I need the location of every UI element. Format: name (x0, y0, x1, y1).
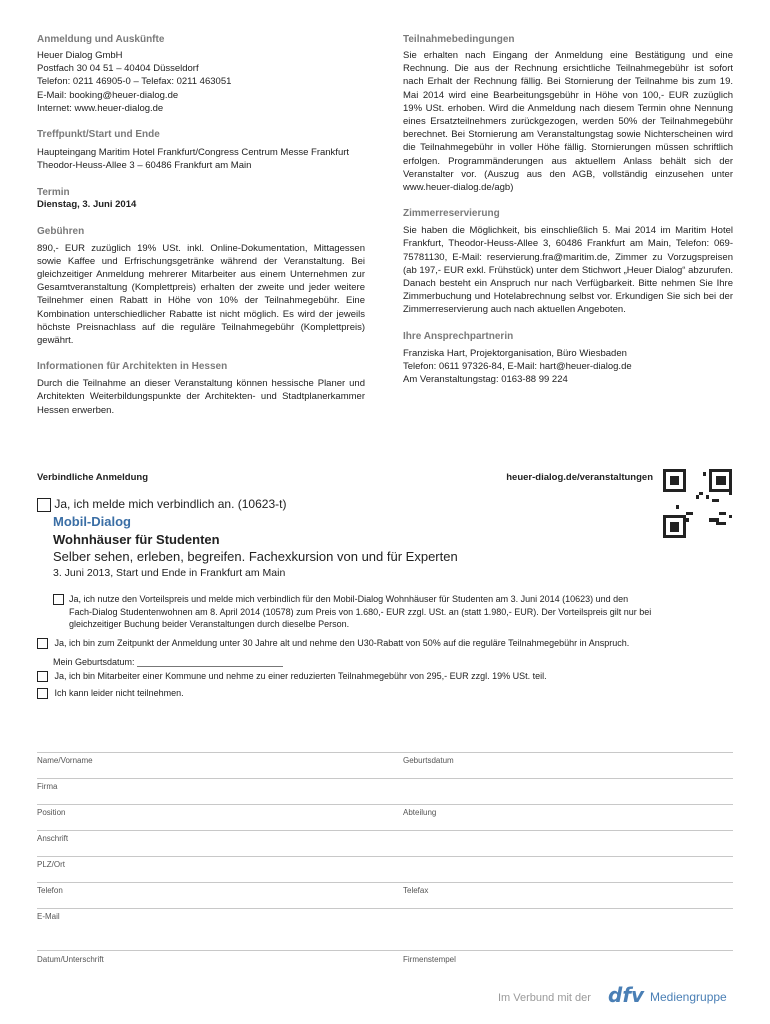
termin-value: Dienstag, 3. Juni 2014 (37, 199, 137, 211)
main-registration-checkbox[interactable] (37, 498, 51, 512)
footer-verbund: Im Verbund mit der (498, 992, 591, 1004)
registration-url[interactable]: heuer-dialog.de/veranstaltungen (506, 472, 653, 483)
telefon-field[interactable]: Telefon (37, 886, 63, 895)
vorteilspreis-checkbox[interactable] (53, 594, 64, 605)
u30-label: Ja, ich bin zum Zeitpunkt der Anmeldung unter 30 Jahre alt und nehme den U30-Rabatt von 50% auf die reguläre Teilnahmegebühr in Anspruch. (54, 638, 630, 648)
datum-unterschrift-field[interactable]: Datum/Unterschrift (37, 955, 104, 964)
firma-field[interactable]: Firma (37, 782, 58, 791)
ansprech-line: Telefon: 0611 97326-84, E-Mail: hart@heuer-dialog.de (403, 360, 632, 372)
dfv-logo: dfv (608, 983, 645, 1007)
event-title: Wohnhäuser für Studenten (53, 532, 220, 547)
treffpunkt-text (37, 146, 365, 172)
treffpunkt-line: Theodor-Heuss-Allee 3 – 60486 Frankfurt am Main (37, 160, 252, 172)
birthdate-input[interactable] (137, 657, 283, 667)
absage-checkbox[interactable] (37, 688, 48, 699)
form-rule (37, 908, 733, 909)
vorteilspreis-line: gleichzeitiger Buchung beider Veranstaltungen durch dieselbe Person. (69, 619, 350, 630)
main-registration-label: Ja, ich melde mich verbindlich an. (10623-t) (54, 497, 287, 511)
name-field[interactable]: Name/Vorname (37, 756, 93, 765)
internet-line: Internet: www.heuer-dialog.de (37, 102, 164, 114)
option-absage[interactable] (37, 688, 184, 699)
form-rule (37, 830, 733, 831)
geburtsdatum-field[interactable]: Geburtsdatum (403, 756, 454, 765)
anmeldung-heading: Anmeldung und Auskünfte (37, 34, 165, 45)
kommune-checkbox[interactable] (37, 671, 48, 682)
form-rule (37, 752, 733, 753)
anschrift-field[interactable]: Anschrift (37, 834, 69, 843)
ansprech-line: Am Veranstaltungstag: 0163-88 99 224 (403, 374, 568, 386)
right-column (403, 34, 733, 386)
telefax-field[interactable]: Telefax (403, 886, 429, 895)
ansprech-line: Franziska Hart, Projektorganisation, Büro Wiesbaden (403, 347, 627, 359)
contact-address (37, 49, 365, 115)
form-rule (37, 882, 733, 883)
form-rule (37, 778, 733, 779)
treffpunkt-heading: Treffpunkt/Start und Ende (37, 129, 160, 141)
zimmer-text: Sie haben die Möglichkeit, bis einschließlich 5. Mai 2014 im Maritim Hotel Frankfurt, Theodor-Heuss-Allee 3, 60486 Frankfurt am Main, Telefon: 069-75781130, E-Mail: reservierung.fra@maritim.de, Zimmer zu Vorzugspreisen (ab 197,- EUR exkl. Frühstück) unter dem Stichwort „Heuer Dialog“ abzurufen. Danach besteht ein Anspruch nur nach Verfügbarkeit. Bitte nehmen Sie Ihre Zimmerbuchung und Hotelabrechnung selbst vor. Erkundigen Sie sich bei der Zimmerreservierung auch nach aktuellen Angeboten. (403, 225, 733, 316)
termin-heading: Termin (37, 187, 70, 199)
firmenstempel-field[interactable]: Firmenstempel (403, 955, 456, 964)
teilnahme-heading: Teilnahmebedingungen (403, 34, 515, 45)
gebuehren-text: 890,- EUR zuzüglich 19% USt. inkl. Online-Dokumentation, Mittagessen sowie Kaffee und Erfrischungsgetränke während der Veranstaltung. Bei gleichzeitiger Anmeldung mehrerer Mitarbeiter aus einem Unternehmen zur Gesamtveranstaltung (Komplettpreis) erhalten der zweite und jeder weitere Teilnehmer einen Rabatt in Höhe von 10% der Teilnahmegebühr. Eine Kombination unterschiedlicher Rabatte ist nicht möglich. Es wird der jeweils höchste Preisnachlass auf die reguläre Teilnahmegebühr (Komplettpreis) gewährt. (37, 242, 365, 347)
brand-title: Mobil-Dialog (53, 514, 131, 529)
option-vorteilspreis[interactable] (53, 593, 651, 631)
birthdate-label: Mein Geburtsdatum: (53, 657, 135, 667)
abteilung-field[interactable]: Abteilung (403, 808, 437, 817)
event-subtitle: Selber sehen, erleben, begreifen. Fachexkursion von und für Experten (53, 549, 458, 564)
architekten-text: Durch die Teilnahme an dieser Veranstaltung können hessische Planer und Architekten Weiterbildungspunkte der Architekten- und Stadtplanerkammer Hessen erwerben. (37, 378, 365, 416)
email-line: E-Mail: booking@heuer-dialog.de (37, 89, 179, 101)
birthdate-row (53, 657, 283, 667)
ansprech-text (403, 347, 733, 387)
form-rule (37, 950, 733, 951)
left-column (37, 34, 365, 417)
address-line: Postfach 30 04 51 – 40404 Düsseldorf (37, 63, 199, 75)
teilnahme-text: Sie erhalten nach Eingang der Anmeldung eine Bestätigung und eine Rechnung. Die aus der Rechnung ersichtliche Teilnahmegebühr ist sofort nach Erhalt der Rechnung fällig. Bei Stornierung der Teilnahme bis zum 19. Mai 2014 wird eine Bearbeitungsgebühr in Höhe von 100,- EUR zuzüglich 19% USt. erhoben. Wird die Anmeldung nach diesem Termin ohne Nennung eines Ersatzteilnehmers zurückgezogen, werden 50% der Teilnahmegebühr berechnet. Bei Stornierung am Veranstaltungstag sowie Nichterscheinen wird die Teilnahmegebühr in voller Höhe fällig. Stornierungen müssen schriftlich erfolgen. Programmänderungen aus aktuellem Anlass behält sich der Veranstalter vor. (Auszug aus den AGB, vollständig einzusehen unter www.heuer-dialog.de/agb) (403, 50, 733, 194)
main-registration-option[interactable] (37, 497, 286, 512)
treffpunkt-line: Haupteingang Maritim Hotel Frankfurt/Congress Centrum Messe Frankfurt (37, 147, 350, 159)
position-field[interactable]: Position (37, 808, 66, 817)
u30-checkbox[interactable] (37, 638, 48, 649)
zimmer-heading: Zimmerreservierung (403, 208, 500, 220)
absage-label: Ich kann leider nicht teilnehmen. (54, 688, 184, 698)
plz-field[interactable]: PLZ/Ort (37, 860, 66, 869)
vorteilspreis-line: Ja, ich nutze den Vorteilspreis und melde mich verbindlich für den Mobil-Dialog Wohnhäuser für Studenten am 3. Juni 2014 (10623) und den (69, 594, 629, 604)
form-rule (37, 856, 733, 857)
address-line: Heuer Dialog GmbH (37, 50, 123, 61)
email-field[interactable]: E-Mail (37, 912, 60, 921)
gebuehren-heading: Gebühren (37, 225, 85, 237)
kommune-label: Ja, ich bin Mitarbeiter einer Kommune und nehme zu einer reduzierten Teilnahmegebühr von 295,- EUR zzgl. 19% USt. teil. (54, 671, 547, 681)
event-date-line: 3. Juni 2013, Start und Ende in Frankfurt am Main (53, 567, 286, 579)
mediengruppe-label: Mediengruppe (650, 990, 727, 1004)
form-rule (37, 804, 733, 805)
qr-code[interactable] (663, 469, 732, 538)
architekten-heading: Informationen für Architekten in Hessen (37, 361, 228, 373)
option-u30[interactable] (37, 638, 629, 649)
address-line: Telefon: 0211 46905-0 – Telefax: 0211 463051 (37, 76, 232, 88)
vorteilspreis-line: Fach-Dialog Studentenwohnen am 8. April 2014 (10578) zum Preis von 1.680,- EUR zzgl. USt. an (statt 1.980,- EUR). Der Vorteilspreis gilt nur bei (69, 606, 652, 617)
ansprech-heading: Ihre Ansprechpartnerin (403, 330, 514, 342)
option-kommune[interactable] (37, 671, 547, 682)
registration-heading: Verbindliche Anmeldung (37, 472, 149, 483)
vorteilspreis-label (53, 593, 651, 631)
